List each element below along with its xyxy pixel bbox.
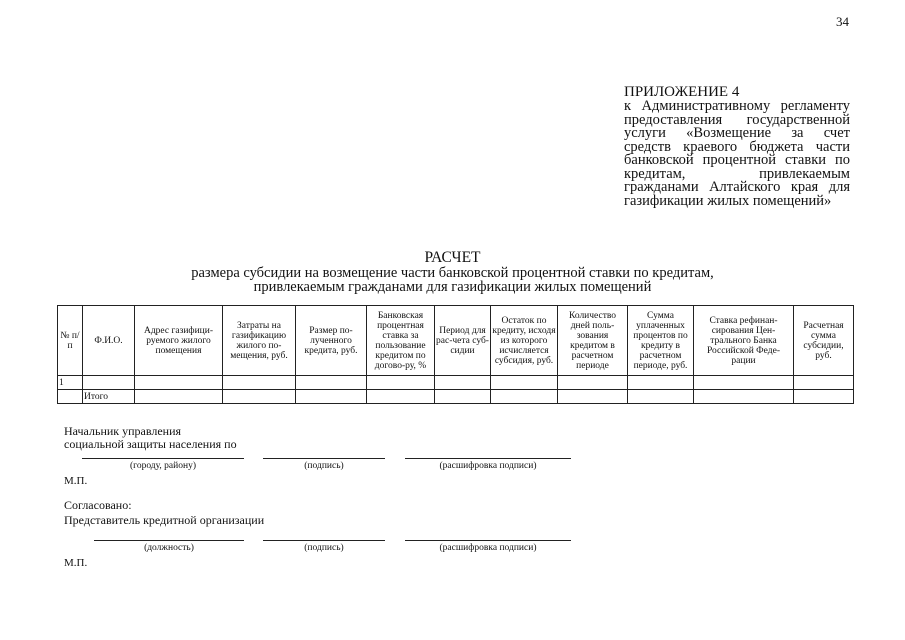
column-header: Период для рас-чета суб-сидии [435, 306, 491, 376]
signature-caption: (подпись) [304, 461, 344, 471]
calculation-subtitle-line-1: размера субсидии на возмещение части банковской процентной ставки по кредитам, [191, 265, 714, 281]
table-row [58, 376, 854, 390]
stamp-label: М.П. [64, 475, 88, 487]
table-cell [367, 376, 435, 390]
table-cell [296, 376, 367, 390]
column-header: Банковская процентная ставка за пользование кредитом по догово-ру, % [367, 306, 435, 376]
agreed-label: Согласовано: [64, 498, 132, 512]
social-protection-label: социальной защиты населения по [64, 437, 237, 451]
calculation-subtitle-line-2: привлекаемым гражданами для газификации жилых помещений [253, 279, 652, 295]
signature-line-2 [263, 540, 385, 541]
bank-representative-label: Представитель кредитной организации [64, 513, 265, 527]
column-header: Размер по-лученного кредита, руб. [296, 306, 367, 376]
column-header: Ф.И.О. [83, 306, 135, 376]
table-cell [58, 390, 83, 404]
table-cell [367, 390, 435, 404]
column-header: Количество дней поль-зования кредитом в расчетном периоде [558, 306, 628, 376]
page-number: 34 [836, 14, 849, 29]
table-cell [628, 390, 694, 404]
city-signature-line [82, 458, 244, 459]
column-header: Адрес газифици-руемого жилого помещения [135, 306, 223, 376]
signature-line [263, 458, 385, 459]
table-cell [628, 376, 694, 390]
appendix-title: ПРИЛОЖЕНИЕ 4 [624, 84, 740, 100]
table-cell [435, 390, 491, 404]
table-cell [694, 376, 794, 390]
column-header: Расчетная сумма субсидии, руб. [794, 306, 854, 376]
decode-signature-line-2 [405, 540, 571, 541]
column-header: Остаток по кредиту, исходя из которого исчисляется субсидия, руб. [491, 306, 558, 376]
column-header: Сумма уплаченных процентов по кредиту в расчетном периоде, руб. [628, 306, 694, 376]
total-label-cell: Итого [83, 390, 135, 404]
signature-caption-2: (подпись) [304, 543, 344, 553]
position-line [94, 540, 244, 541]
table-cell [491, 390, 558, 404]
decode-caption: (расшифровка подписи) [439, 461, 537, 471]
appendix-text: к Административному регламенту предоставления государственной услуги «Возмещение за счет средств краевого бюджета части банковской процентной ставки по кредитам, привлекаемым гражданами Алтайского края для газификации жилых помещений» [624, 98, 850, 209]
table-header-row [58, 306, 854, 376]
decode-caption-2: (расшифровка подписи) [439, 543, 537, 553]
position-caption: (должность) [144, 543, 194, 553]
stamp-label-2: М.П. [64, 557, 88, 569]
table-cell [296, 390, 367, 404]
table-cell [83, 376, 135, 390]
head-of-department-label: Начальник управления [64, 424, 182, 438]
city-caption: (городу, району) [130, 461, 196, 471]
table-cell [435, 376, 491, 390]
table-cell [135, 390, 223, 404]
appendix-block [624, 84, 850, 208]
table-cell [794, 376, 854, 390]
calculation-table [57, 305, 854, 404]
table-cell [223, 376, 296, 390]
table-cell [135, 376, 223, 390]
table-cell [223, 390, 296, 404]
table-cell [694, 390, 794, 404]
column-header: Затраты на газификацию жилого по-мещения, руб. [223, 306, 296, 376]
row-number-cell: 1 [58, 376, 83, 390]
calculation-subtitle [0, 266, 905, 294]
calculation-title: РАСЧЕТ [424, 249, 481, 266]
decode-signature-line [405, 458, 571, 459]
table-cell [558, 376, 628, 390]
table-cell [794, 390, 854, 404]
column-header: № п/п [58, 306, 83, 376]
table-cell [558, 390, 628, 404]
total-row [58, 390, 854, 404]
table-cell [491, 376, 558, 390]
column-header: Ставка рефинан-сирования Цен-трального Банка Российской Феде-рации [694, 306, 794, 376]
